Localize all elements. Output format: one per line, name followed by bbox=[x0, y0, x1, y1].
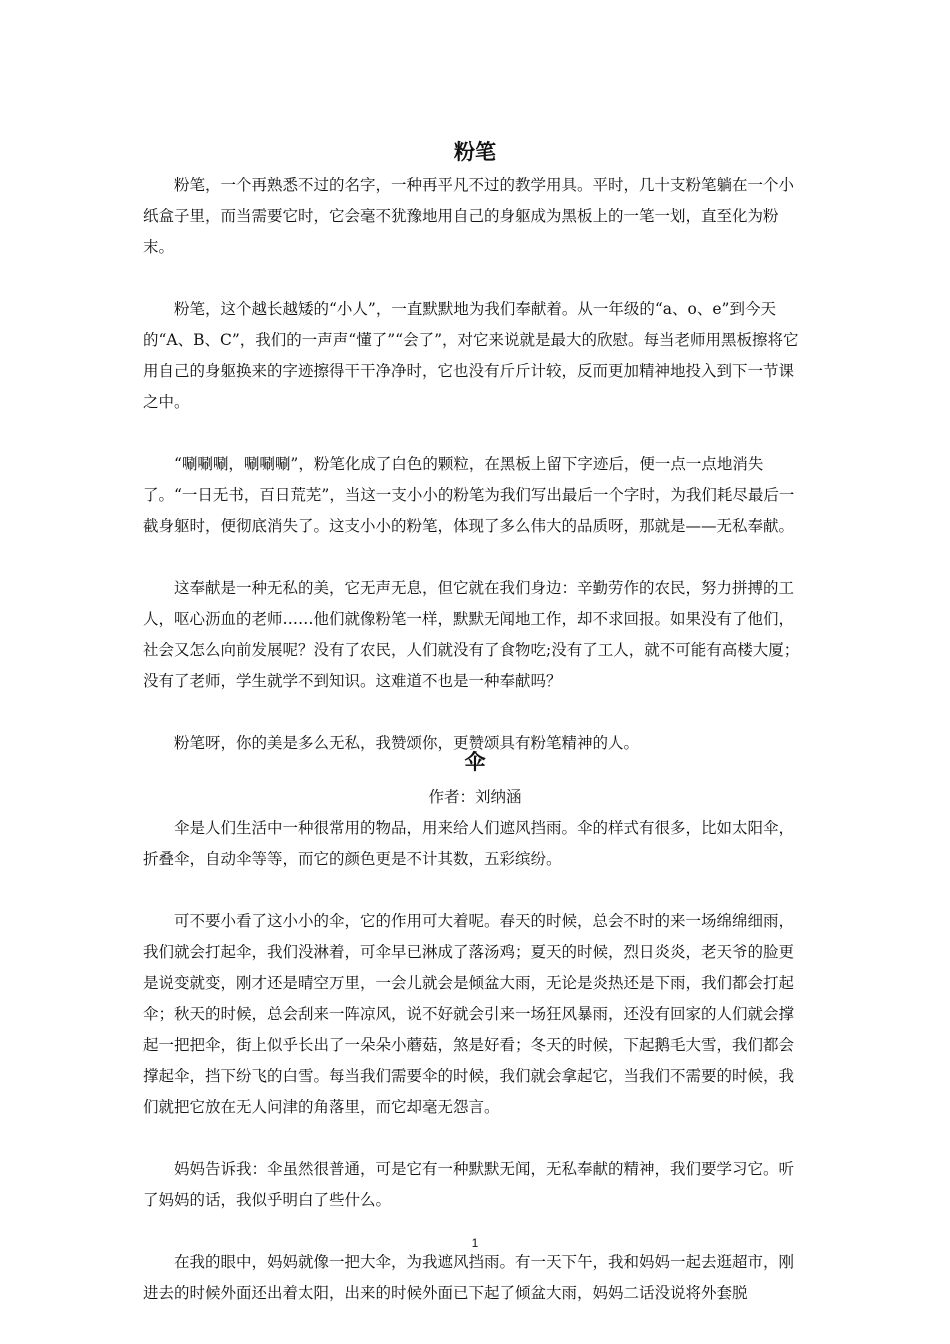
essay2-paragraph-4: 在我的眼中，妈妈就像一把大伞，为我遮风挡雨。有一天下午，我和妈妈一起去逛超市，刚进去的时候外面还出着太阳，出来的时候外面已下起了倾盆大雨，妈妈二话没说将外套脱 bbox=[143, 1253, 795, 1302]
essay1-paragraph-5: 粉笔呀，你的美是多么无私，我赞颂你，更赞颂具有粉笔精神的人。 bbox=[174, 734, 640, 752]
essay2-paragraph-3: 妈妈告诉我：伞虽然很普通，可是它有一种默默无闻，无私奉献的精神，我们要学习它。听了妈妈的话，我似乎明白了些什么。 bbox=[143, 1160, 795, 1209]
essay1-title: 粉笔 bbox=[454, 140, 496, 164]
essay1-paragraph-3: “唰唰唰，唰唰唰”，粉笔化成了白色的颗粒，在黑板上留下字迹后，便一点一点地消失了。“一日无书，百日荒芜”，当这一支小小的粉笔为我们写出最后一个字时，为我们耗尽最后一截身躯时，便彻底消失了。这支小小的粉笔，体现了多么伟大的品质呀，那就是——无私奉献。 bbox=[143, 455, 795, 535]
essay1-paragraph-2: 粉笔，这个越长越矮的“小人”，一直默默地为我们奉献着。从一年级的“a、o、e”到今天的“A、B、C”，我们的一声声“懂了”“会了”，对它来说就是最大的欣慰。每当老师用黑板擦将它用自己的身躯换来的字迹擦得干干净净时，它也没有斤斤计较，反而更加精神地投入到下一节课之中。 bbox=[143, 300, 799, 411]
essay2-paragraph-2: 可不要小看了这小小的伞，它的作用可大着呢。春天的时候，总会不时的来一场绵绵细雨，我们就会打起伞，我们没淋着，可伞早已淋成了落汤鸡；夏天的时候，烈日炎炎，老天爷的脸更是说变就变，刚才还是晴空万里，一会儿就会是倾盆大雨，无论是炎热还是下雨，我们都会打起伞；秋天的时候，总会刮来一阵凉风，说不好就会引来一场狂风暴雨，还没有回家的人们就会撑起一把把伞，街上似乎长出了一朵朵小蘑菇，煞是好看；冬天的时候，下起鹅毛大雪，我们都会撑起伞，挡下纷飞的白雪。每当我们需要伞的时候，我们就会拿起它，当我们不需要的时候，我们就把它放在无人问津的角落里，而它却毫无怨言。 bbox=[143, 912, 795, 1116]
essay2-body bbox=[143, 813, 808, 1309]
page-number: 1 bbox=[471, 1236, 479, 1250]
essay1-paragraph-4: 这奉献是一种无私的美，它无声无息，但它就在我们身边：辛勤劳作的农民，努力拼搏的工人，呕心沥血的老师……他们就像粉笔一样，默默无闻地工作，却不求回报。如果没有了他们，社会又怎么向前发展呢？没有了农民，人们就没有了食物吃;没有了工人，就不可能有高楼大厦；没有了老师，学生就学不到知识。这难道不也是一种奉献吗？ bbox=[143, 579, 800, 690]
essay2-paragraph-1: 伞是人们生活中一种很常用的物品，用来给人们遮风挡雨。伞的样式有很多，比如太阳伞，折叠伞，自动伞等等，而它的颜色更是不计其数，五彩缤纷。 bbox=[143, 819, 795, 868]
essay2-title: 伞 bbox=[464, 750, 486, 774]
essay1-body bbox=[143, 170, 808, 759]
essay1-paragraph-1: 粉笔，一个再熟悉不过的名字，一种再平凡不过的教学用具。平时，几十支粉笔躺在一个小纸盒子里，而当需要它时，它会毫不犹豫地用自己的身躯成为黑板上的一笔一划，直至化为粉末。 bbox=[143, 176, 795, 256]
essay2-author: 作者：刘纳涵 bbox=[428, 788, 522, 806]
